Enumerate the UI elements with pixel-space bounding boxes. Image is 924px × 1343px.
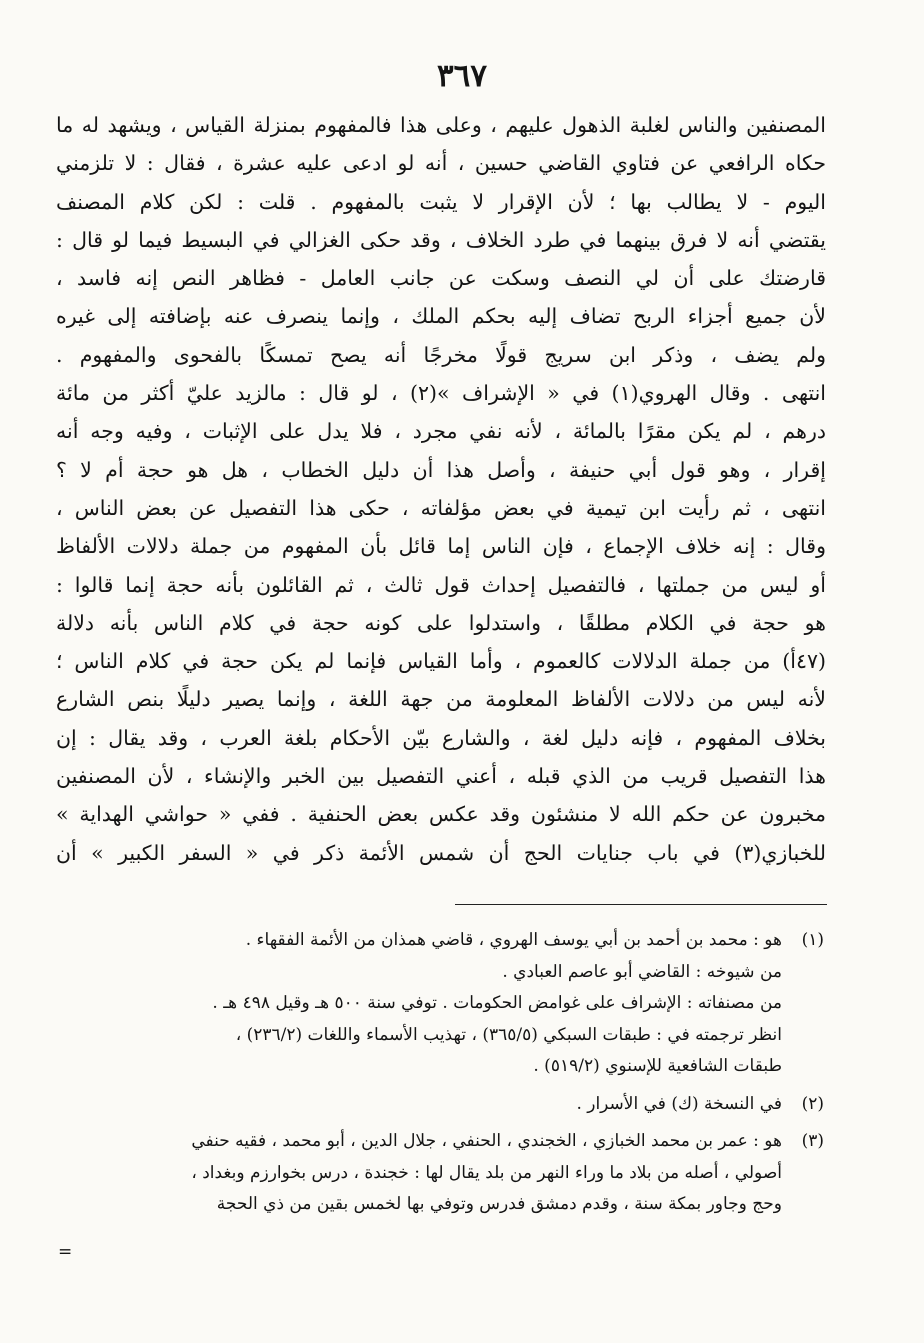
text-line: لأنه ليس من دلالات الألفاظ المعلومة من جهة اللغة ، وإنما يصير دليلًا بنص الشارع xyxy=(56,687,826,712)
footnote-1 xyxy=(58,925,824,1083)
text-line: مخبرون عن حكم الله لا منشئون وقد عكس بعض الحنفية . ففي « حواشي الهداية » xyxy=(56,802,826,827)
footnote-number: (٢) xyxy=(801,1093,824,1114)
footnote-3 xyxy=(58,1126,824,1221)
footnote-2 xyxy=(58,1089,824,1121)
text-line: قارضتك على أن لي النصف وسكت عن جانب العامل - فظاهر النص إنه فاسد ، xyxy=(56,266,826,291)
footnote-line xyxy=(58,925,824,957)
text-line: إقرار ، وهو قول أبي حنيفة ، وأصل هذا أن دليل الخطاب ، هل هو حجة أم لا ؟ xyxy=(56,457,826,482)
text-line: المصنفين والناس لغلبة الذهول عليهم ، وعلى هذا فالمفهوم بمنزلة القياس ، ويشهد له ما xyxy=(56,113,826,137)
text-line: حكاه الرافعي عن فتاوي القاضي حسين ، أنه لو ادعى عليه عشرة ، فقال : لا تلزمني xyxy=(56,151,826,176)
text-line: للخبازي(٣) في باب جنايات الحج أن شمس الأئمة ذكر في « السفر الكبير » أن xyxy=(56,840,826,865)
footnote-separator xyxy=(455,904,827,905)
text-line: لأن جميع أجزاء الربح تضاف إليه بحكم الملك ، وإنما ينصرف عنه بإضافته إلى غيره xyxy=(56,304,826,329)
text-line: وقال : إنه خلاف الإجماع ، فإن الناس إما قائل بأن المفهوم من جملة دلالات الألفاظ xyxy=(56,534,826,559)
page-number: ٣٦٧ xyxy=(437,58,487,94)
text-line: درهم ، لم يكن مقرًا بالمائة ، لأنه نفي مجرد ، فلا يدل على الإثبات ، وفيه وجه أنه xyxy=(56,419,826,444)
text-line: (٤٧أ) من جملة الدلالات كالعموم ، وأما القياس فإنما لم يكن حجة في كلام الناس ؛ xyxy=(56,649,826,674)
text-line: ولم يضف ، وذكر ابن سريج قولًا مخرجًا أنه يصح تمسكًا بالفحوى والمفهوم . xyxy=(56,342,826,367)
footnote-line: من مصنفاته : الإشراف على غوامض الحكومات . توفي سنة ٥٠٠ هـ وقيل ٤٩٨ هـ . xyxy=(212,993,782,1013)
text-line: بخلاف المفهوم ، فإنه دليل لغة ، والشارع بيّن الأحكام بلغة العرب ، وقد يقال : إن xyxy=(56,725,826,750)
footnote-line: طبقات الشافعية للإسنوي (٥١٩/٢) . xyxy=(533,1056,782,1076)
text-line: هذا التفصيل قريب من الذي قبله ، أعني التفصيل بين الخبر والإنشاء ، لأن المصنفين xyxy=(56,764,826,789)
text-line: اليوم - لا يطالب بها ؛ لأن الإقرار لا يثبت بالمفهوم . قلت : لكن كلام المصنف xyxy=(56,189,826,214)
footnote-line: انظر ترجمته في : طبقات السبكي (٣٦٥/٥) ، تهذيب الأسماء واللغات (٢٣٦/٢) ، xyxy=(235,1024,782,1045)
text-line: أو ليس من جملتها ، فالتفصيل إحداث قول ثالث ، ثم القائلون بأنه حجة إنما قالوا : xyxy=(56,572,826,597)
continuation-mark: = xyxy=(58,1242,73,1262)
main-text xyxy=(56,106,826,872)
footnote-number: (١) xyxy=(801,930,824,950)
text-line: هو حجة في الكلام مطلقًا ، واستدلوا على كونه حجة في كلام الناس بأنه دلالة xyxy=(56,610,826,635)
text-line: يقتضي أنه لا فرق بينهما في طرد الخلاف ، وقد حكى الغزالي في البسيط فيما لو قال : xyxy=(56,227,826,252)
footnote-line: من شيوخه : القاضي أبو عاصم العبادي . xyxy=(502,961,782,982)
footnote-text: هو : عمر بن محمد الخبازي ، الخجندي ، الحنفي ، جلال الدين ، أبو محمد ، فقيه حنفي xyxy=(191,1131,782,1151)
footnote-line: أصولي ، أصله من بلاد ما وراء النهر من بلد يقال لها : خجندة ، درس بخوارزم وبغداد ، xyxy=(191,1162,782,1183)
footnote-line xyxy=(58,1126,824,1158)
footnote-line xyxy=(58,1089,824,1121)
footnote-text: في النسخة (ك) في الأسرار . xyxy=(576,1093,782,1114)
footnotes xyxy=(58,925,824,1221)
text-line: انتهى ، ثم رأيت ابن تيمية في بعض مؤلفاته ، حكى هذا التفصيل عن بعض الناس ، xyxy=(56,495,826,520)
footnote-line: وحج وجاور بمكة سنة ، وقدم دمشق فدرس وتوفي بها لخمس بقين من ذي الحجة xyxy=(216,1194,782,1214)
footnote-number: (٣) xyxy=(801,1131,824,1151)
text-line: انتهى . وقال الهروي(١) في « الإشراف »(٢) ، لو قال : مالزيد عليّ أكثر من مائة xyxy=(56,381,826,406)
footnote-text: هو : محمد بن أحمد بن أبي يوسف الهروي ، قاضي همذان من الأئمة الفقهاء . xyxy=(245,930,782,950)
